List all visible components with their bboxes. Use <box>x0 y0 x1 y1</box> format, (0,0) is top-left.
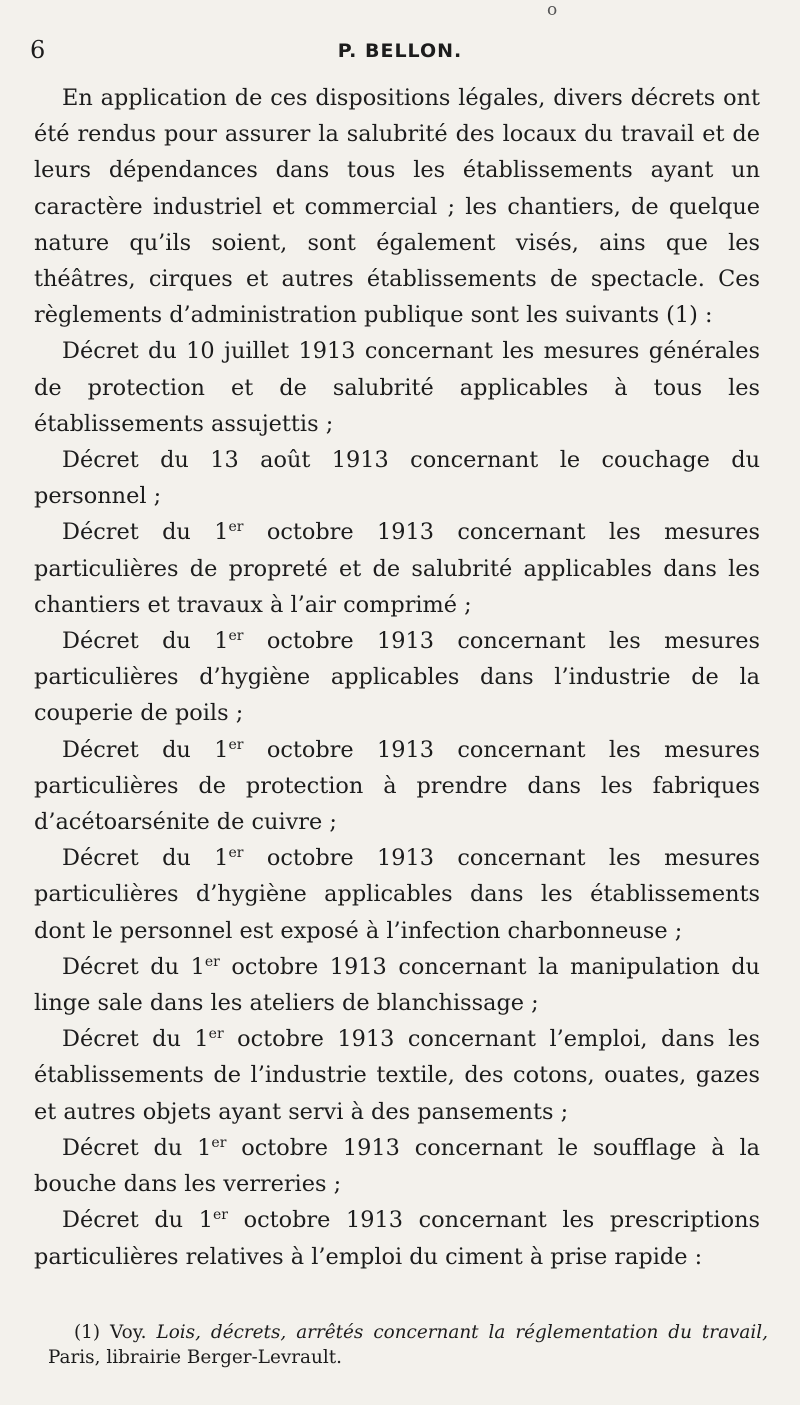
decree-item: Décret du 1er octobre 1913 concernant les mesures particulières d’hygiène applicables dans les établissements dont le personnel est exposé à l’infection charbonneuse ; <box>34 845 760 944</box>
decree-item: Décret du 10 juillet 1913 concernant les mesures générales de protection et de salubrité applicables à tous les établissements assujettis ; <box>34 338 760 437</box>
decree-item: Décret du 1er octobre 1913 concernant les mesures particulières de protection à prendre dans les fabriques d’acétoarsénite de cuivre ; <box>34 736 760 836</box>
body-text <box>34 80 760 1275</box>
decree-item: Décret du 1er octobre 1913 concernant le soufflage à la bouche dans les verreries ; <box>34 1134 760 1198</box>
decree-item: Décret du 1er octobre 1913 concernant l’emploi, dans les établissements de l’industrie textile, des cotons, ouates, gazes et autres objets ayant servi à des pansements ; <box>34 1026 760 1125</box>
page-header <box>0 34 800 64</box>
page-number: 6 <box>30 36 46 64</box>
footnote: (1) Voy. Lois, décrets, arrêtés concernant la réglementation du travail, Paris, librairie Berger-Levrault. <box>48 1322 769 1368</box>
stray-mark: o <box>547 0 558 20</box>
intro-paragraph: En application de ces dispositions légales, divers décrets ont été rendus pour assurer la salubrité des locaux du travail et de leurs dépendances dans tous les établissements ayant un caractère industriel et commercial ; les chantiers, de quelque nature qu’ils soient, sont également visés, ains que les théâtres, cirques et autres établissements de spectacle. Ces règlements d’administration publique sont les suivants (1) : <box>34 85 760 329</box>
decree-item: Décret du 1er octobre 1913 concernant les mesures particulières d’hygiène applicables dans l’industrie de la couperie de poils ; <box>34 628 760 727</box>
running-head: P. BELLON. <box>337 40 463 62</box>
decree-item: Décret du 1er octobre 1913 concernant les prescriptions particulières relatives à l’emploi du ciment à prise rapide : <box>34 1207 760 1270</box>
decree-item: Décret du 13 août 1913 concernant le couchage du personnel ; <box>34 447 760 510</box>
decree-item: Décret du 1er octobre 1913 concernant la manipulation du linge sale dans les ateliers de blanchissage ; <box>34 953 760 1017</box>
decree-item: Décret du 1er octobre 1913 concernant les mesures particulières de propreté et de salubrité applicables dans les chantiers et travaux à l’air comprimé ; <box>34 519 760 618</box>
